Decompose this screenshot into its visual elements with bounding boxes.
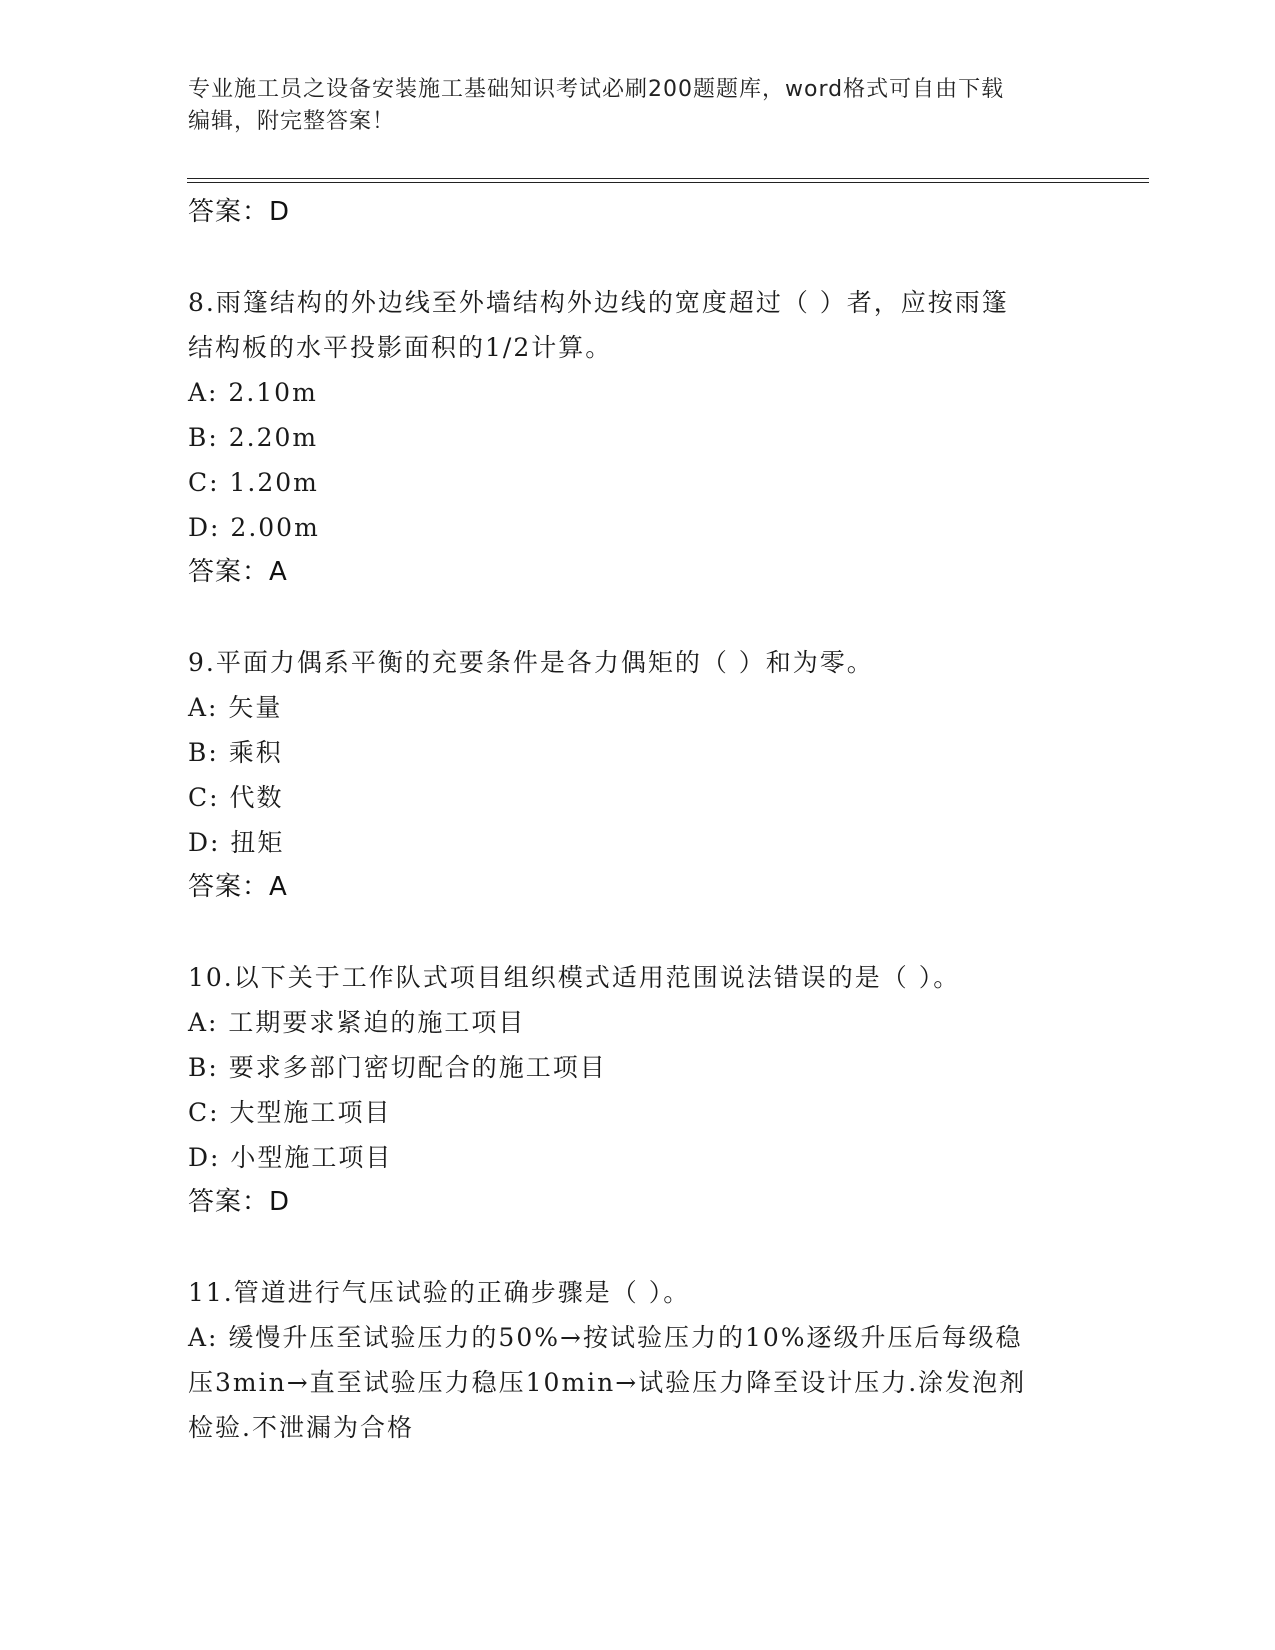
option-b: B: 乘积 (188, 738, 283, 767)
option-a: A: 2.10m (188, 378, 318, 407)
header-divider-bottom (187, 182, 1149, 183)
answer-line: 答案：D (188, 197, 291, 227)
question-stem-line: 结构板的水平投影面积的1/2计算。 (188, 333, 613, 362)
spacer (188, 595, 1088, 640)
document-header (188, 74, 1068, 138)
option-c: C: 1.20m (188, 468, 319, 497)
option-a-continued: 压3min→直至试验压力稳压10min→试验压力降至设计压力.涂发泡剂 (188, 1368, 1027, 1397)
spacer (188, 235, 1088, 280)
question-block (188, 1270, 1088, 1450)
answer-line: 答案：A (188, 557, 288, 587)
header-line-1: 专业施工员之设备安装施工基础知识考试必刷200题题库，word格式可自由下载 (188, 77, 1005, 102)
question-stem-line: 8.雨篷结构的外边线至外墙结构外边线的宽度超过（ ）者，应按雨篷 (188, 288, 1009, 317)
question-stem-line: 9.平面力偶系平衡的充要条件是各力偶矩的（ ）和为零。 (188, 648, 874, 677)
option-a-continued: 检验.不泄漏为合格 (188, 1413, 414, 1442)
option-c: C: 代数 (188, 783, 284, 812)
spacer (188, 910, 1088, 955)
question-block (188, 955, 1088, 1225)
question-content (188, 190, 1088, 1450)
option-b: B: 2.20m (188, 423, 319, 452)
spacer (188, 1225, 1088, 1270)
answer-line: 答案：D (188, 1187, 291, 1217)
option-d: D: 2.00m (188, 513, 320, 542)
option-d: D: 扭矩 (188, 828, 285, 857)
header-divider-top (187, 178, 1149, 179)
option-a: A: 工期要求紧迫的施工项目 (188, 1008, 526, 1037)
option-a: A: 缓慢升压至试验压力的50%→按试验压力的10%逐级升压后每级稳 (188, 1323, 1023, 1352)
header-line-2: 编辑，附完整答案！ (188, 109, 396, 134)
option-d: D: 小型施工项目 (188, 1143, 393, 1172)
option-b: B: 要求多部门密切配合的施工项目 (188, 1053, 607, 1082)
question-stem-line: 11.管道进行气压试验的正确步骤是（ ）。 (188, 1278, 691, 1307)
question-stem-line: 10.以下关于工作队式项目组织模式适用范围说法错误的是（ ）。 (188, 963, 961, 992)
question-block (188, 640, 1088, 910)
answer-line: 答案：A (188, 872, 288, 902)
option-a: A: 矢量 (188, 693, 283, 722)
question-block (188, 280, 1088, 595)
option-c: C: 大型施工项目 (188, 1098, 392, 1127)
